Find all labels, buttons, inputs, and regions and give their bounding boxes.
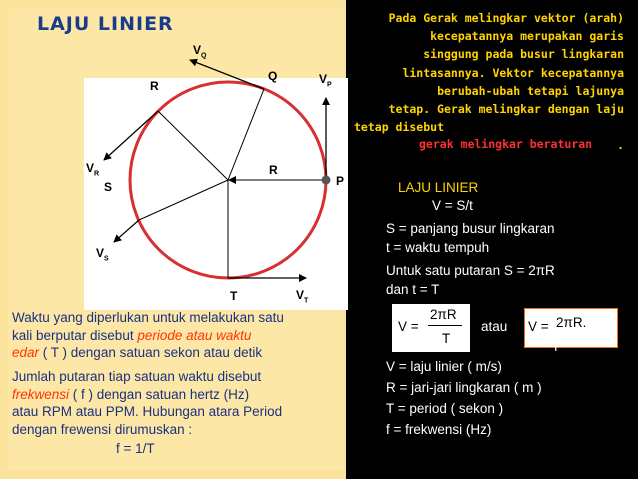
description-line: .	[617, 138, 624, 153]
description-line: tetap disebut	[354, 120, 445, 135]
label-vs: $V_S$	[96, 246, 109, 263]
label-q-point: Q	[268, 69, 278, 83]
label-r-point: R	[150, 79, 159, 93]
label-radius: R	[269, 163, 278, 177]
right-heading: LAJU LINIER	[398, 180, 479, 195]
description-text	[352, 9, 624, 155]
radius-to-s	[139, 180, 228, 220]
definition-line: f = frekwensi (Hz)	[386, 422, 492, 437]
one-revolution-text: Untuk satu putaran S = 2πR	[386, 263, 555, 278]
label-t-point: T	[230, 289, 238, 303]
radius-to-r	[158, 111, 228, 180]
fraction2-numerator: 2πR.	[556, 315, 587, 330]
label-vq: $V_Q$	[193, 43, 207, 60]
label-vr: $V_R$	[86, 161, 100, 178]
description-line: singgung pada busur lingkaran	[423, 47, 624, 62]
paragraph-line: kali berputar disebut periode atau waktu	[12, 327, 252, 343]
fraction1-numerator: 2πR	[430, 307, 457, 322]
slide-title: LAJU LINIER	[37, 13, 174, 35]
term-frekwensi: frekwensi	[12, 386, 70, 402]
fraction1-bar	[428, 325, 462, 326]
label-s-point: S	[104, 180, 113, 194]
highlight-term: gerak melingkar beraturan	[419, 137, 593, 151]
definition-line: V = laju linier ( m/s)	[386, 359, 502, 374]
description-line: berubah-ubah tetapi lajunya	[437, 83, 624, 98]
paragraph-line: Waktu yang diperlukan untuk melakukan satu	[12, 310, 284, 325]
formula-v-s-t: V = S/t	[432, 198, 473, 213]
term-edar: edar	[12, 345, 40, 360]
description-line: kecepatannya merupakan garis	[430, 29, 624, 44]
frequency-paragraph	[12, 368, 352, 438]
atau-text: atau	[481, 319, 508, 334]
paragraph-line: frekwensi ( f ) dengan satuan hertz (Hz)	[12, 386, 250, 402]
term-period: periode atau waktu	[137, 327, 252, 343]
fraction2-denominator: f	[554, 339, 558, 354]
radius-to-q	[228, 89, 264, 180]
paragraph-line: Jumlah putaran tiap satuan waktu disebut	[12, 369, 262, 384]
definition-s: S = panjang busur lingkaran	[386, 221, 555, 236]
definition-line: R = jari-jari lingkaran ( m )	[386, 380, 542, 395]
label-p-point: P	[336, 174, 345, 188]
period-paragraph	[12, 309, 352, 362]
description-line: lintasannya. Vektor kecepatannya	[402, 65, 624, 80]
paragraph-line: dengan frewensi dirumuskan :	[12, 421, 193, 437]
paragraph-line: atau RPM atau PPM. Hubungan atara Period	[12, 404, 283, 419]
label-vt: $V_T$	[296, 288, 309, 305]
definition-line: T = period ( sekon )	[386, 401, 504, 416]
description-line: Pada Gerak melingkar vektor (arah)	[388, 11, 624, 25]
frequency-formula: f = 1/T	[116, 441, 155, 456]
label-vp: $V_P$	[319, 72, 332, 89]
point-p	[322, 176, 331, 185]
velocity-arrow-s	[114, 220, 139, 242]
definition-t: t = waktu tempuh	[386, 240, 490, 255]
and-t-equals: dan t = T	[386, 282, 440, 297]
paragraph-line: edar ( T ) dengan satuan sekon atau detik	[12, 345, 263, 360]
velocity-arrow-r	[104, 111, 158, 160]
description-line: tetap. Gerak melingkar dengan laju	[388, 102, 624, 117]
fraction2-lhs: V =	[528, 319, 549, 334]
fraction1-lhs: V =	[398, 319, 419, 334]
fraction1-denominator: T	[442, 331, 451, 346]
